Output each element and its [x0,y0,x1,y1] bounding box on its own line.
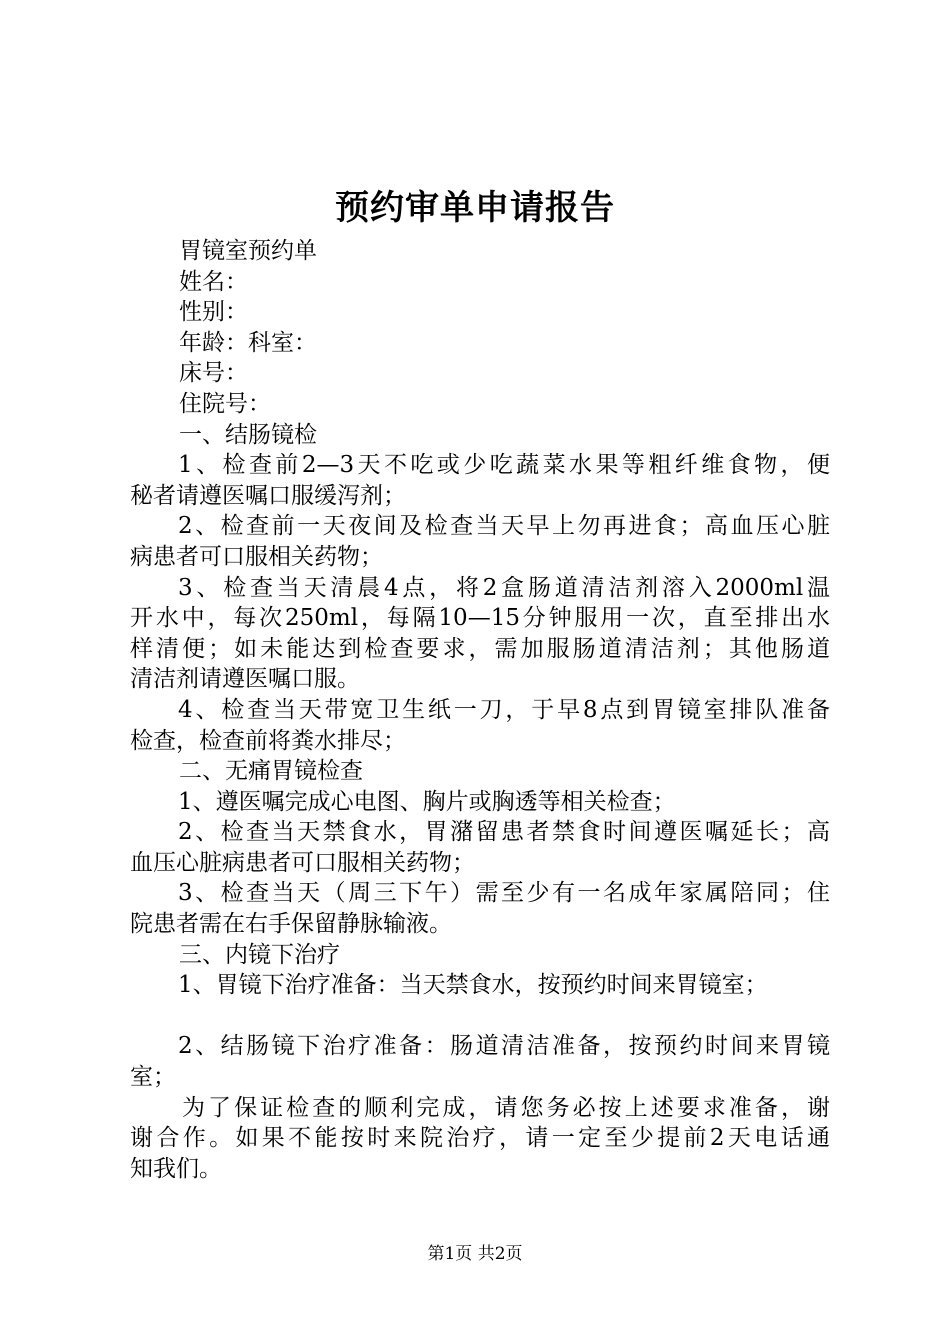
paragraph-line: 知我们。 [130,1155,222,1182]
blank-line [130,1001,830,1032]
field-bed-label: 床号： [179,360,248,387]
paragraph-line: 谢合作。如果不能按时来院治疗，请一定至少提前2天电话通 [130,1125,830,1152]
paragraph-line: 室； [130,1064,176,1091]
field-name-label: 姓名： [179,268,248,295]
paragraph-line: 清洁剂请遵医嘱口服。 [130,666,360,693]
paragraph-line: 院患者需在右手保留静脉输液。 [130,911,452,938]
paragraph-line: 1、检查前2—3天不吃或少吃蔬菜水果等粗纤维食物，便 [178,452,830,479]
paragraph-line: 2、检查当天禁食水，胃潴留患者禁食时间遵医嘱延长；高 [178,819,830,846]
paragraph-line: 病患者可口服相关药物； [130,543,383,570]
page-number-footer: 第1页 共2页 [427,1244,523,1264]
paragraph-line: 1、遵医嘱完成心电图、胸片或胸透等相关检查； [178,788,676,815]
paragraph-line: 2、检查前一天夜间及检查当天早上勿再进食；高血压心脏 [178,513,830,540]
field-gender-label: 性别： [179,299,248,326]
paragraph-line: 样清便；如未能达到检查要求，需加服肠道清洁剂；其他肠道 [130,635,830,662]
document-title: 预约审单申请报告 [335,188,615,228]
paragraph-line: 3、检查当天（周三下午）需至少有一名成年家属陪同；住 [178,880,830,907]
section-heading-colonoscopy: 一、结肠镜检 [179,421,317,448]
form-heading: 胃镜室预约单 [179,238,317,264]
field-inpatient-number-label: 住院号： [179,390,271,417]
paragraph-line: 开水中，每次250ml，每隔10—15分钟服用一次，直至排出水 [130,605,830,632]
section-heading-endoscopic-treatment: 三、内镜下治疗 [179,941,340,968]
paragraph-line: 4、检查当天带宽卫生纸一刀，于早8点到胃镜室排队准备 [178,696,830,723]
paragraph-line: 秘者请遵医嘱口服缓泻剂； [130,482,406,509]
document-body [130,236,830,1184]
paragraph-line: 检查，检查前将粪水排尽； [130,727,406,754]
paragraph-line: 1、胃镜下治疗准备：当天禁食水，按预约时间来胃镜室； [178,972,768,999]
paragraph-line: 3、检查当天清晨4点，将2盒肠道清洁剂溶入2000ml温 [178,574,830,601]
section-heading-painless-gastroscopy: 二、无痛胃镜检查 [179,758,363,785]
field-age-department-label: 年龄：科室： [179,329,317,356]
paragraph-line: 为了保证检查的顺利完成，请您务必按上述要求准备，谢 [182,1094,830,1121]
paragraph-line: 血压心脏病患者可口服相关药物； [130,849,475,876]
paragraph-line: 2、结肠镜下治疗准备：肠道清洁准备，按预约时间来胃镜 [178,1033,830,1060]
